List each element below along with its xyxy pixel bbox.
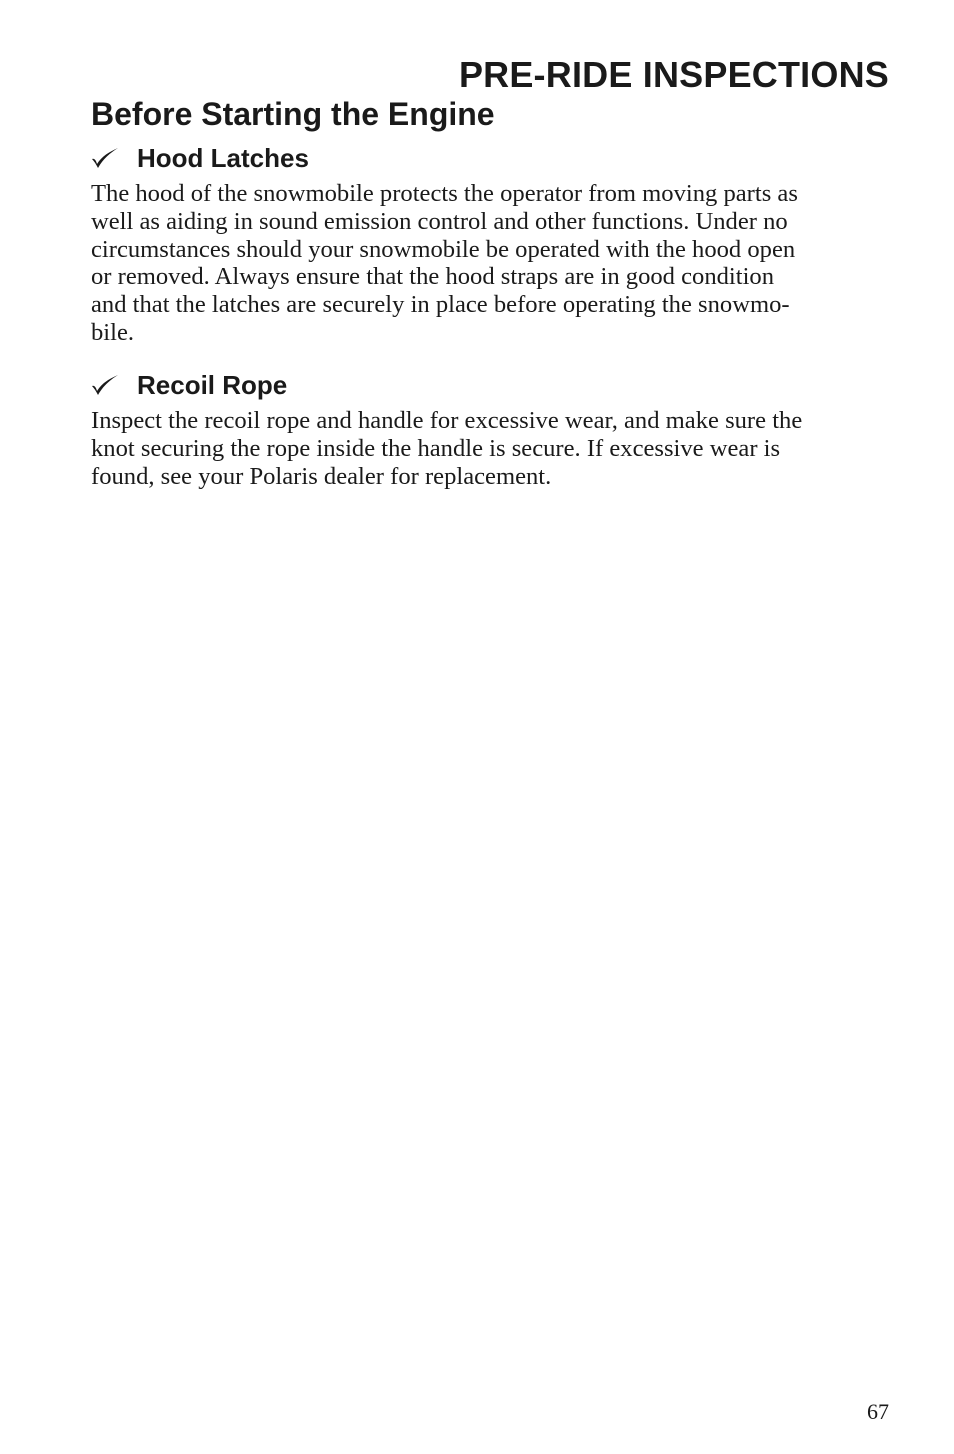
text-line: or removed. Always ensure that the hood straps are in good condition xyxy=(91,263,775,291)
manual-page xyxy=(91,0,889,1454)
section-heading: Before Starting the Engine xyxy=(91,96,495,132)
subsection-hood-latches xyxy=(91,140,889,347)
text-line: Inspect the recoil rope and handle for excessive wear, and make sure the xyxy=(91,407,803,434)
checkmark-icon xyxy=(91,147,119,169)
checkmark-icon xyxy=(91,374,119,396)
text-line: bile. xyxy=(91,318,135,346)
text-line: The hood of the snowmobile protects the operator from moving parts as xyxy=(91,180,798,207)
text-line: and that the latches are securely in place before operating the snowmo- xyxy=(91,291,790,319)
text-line: well as aiding in sound emission control and other functions. Under no xyxy=(91,207,788,235)
subsection-heading-text: Recoil Rope xyxy=(137,370,288,400)
subsection-heading-text: Hood Latches xyxy=(137,143,309,173)
body-paragraph xyxy=(91,180,889,347)
text-line: knot securing the rope inside the handle is secure. If excessive wear is xyxy=(91,434,781,462)
page-number: 67 xyxy=(867,1399,889,1424)
subsection-recoil-rope xyxy=(91,367,889,490)
body-paragraph xyxy=(91,407,889,490)
text-line: found, see your Polaris dealer for replacement. xyxy=(91,462,552,490)
text-line: circumstances should your snowmobile be operated with the hood open xyxy=(91,235,796,263)
page-title: PRE-RIDE INSPECTIONS xyxy=(458,54,889,95)
subsection-heading xyxy=(91,367,889,403)
subsection-heading xyxy=(91,140,889,176)
